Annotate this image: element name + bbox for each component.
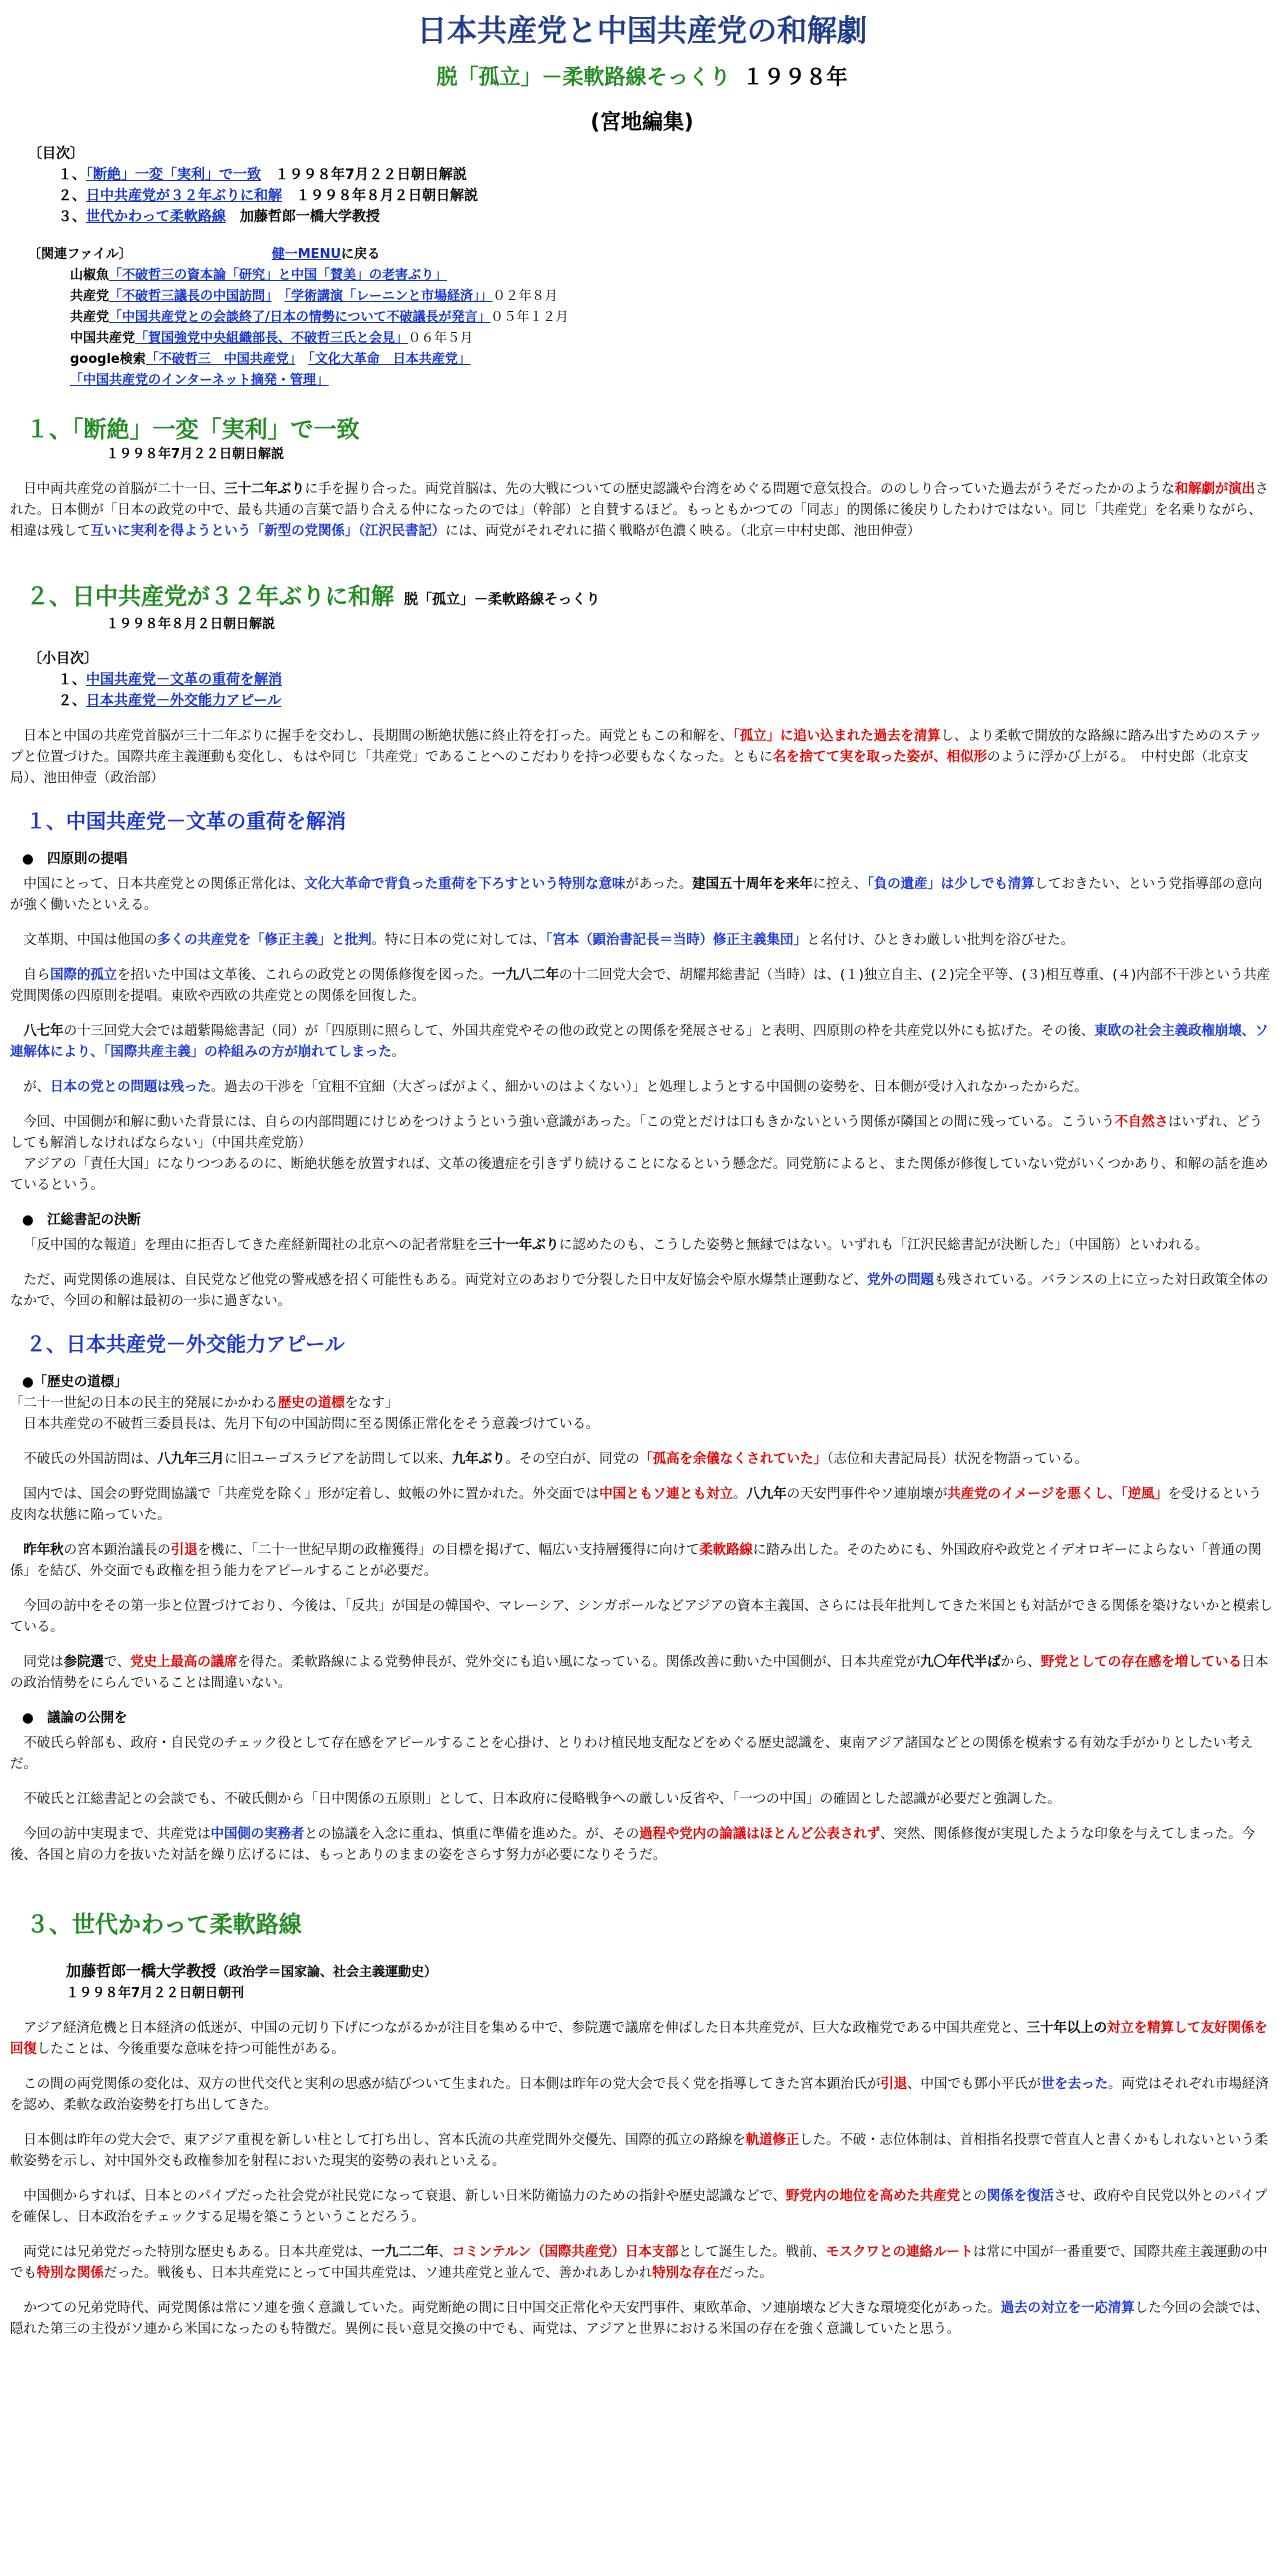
emphasis-text: 引退: [170, 1543, 198, 1558]
toc-num: ３、: [58, 209, 86, 225]
body-text: を受けるという皮肉な状態に陥っていた。: [10, 1487, 1262, 1523]
paragraph: [10, 1112, 1274, 1154]
sub-table-of-contents: [10, 649, 1274, 712]
body-text: が、: [23, 1080, 51, 1095]
menu-back-link[interactable]: 健一MENU: [271, 247, 342, 262]
section-2-title: ２、日中共産党が３２年ぶりに和解: [26, 584, 394, 610]
body-text: させ、政府や自民党以外とのパイプを確保し、日本政治をチェックする足場を築こうということだろう。: [10, 2189, 1268, 2225]
author-note: （政治学＝国家論、社会主義運動史）: [216, 1965, 438, 1980]
related-row: [70, 328, 1274, 349]
emphasis-text: 九〇年代半ば: [920, 1655, 1001, 1670]
section-2-heading: [26, 582, 1274, 615]
paragraph: [10, 1154, 1274, 1196]
body-text: を招いた中国は文革後、これらの政党との関係修復を図った。: [117, 968, 493, 983]
emphasis-text: 「負の遺産」は少しでも清算: [867, 877, 1035, 892]
body-text: をなす」: [344, 1396, 399, 1411]
table-of-contents: [10, 144, 1274, 228]
subtoc-item: [58, 670, 1274, 691]
toc-link-2[interactable]: 日中共産党が３２年ぶりに和解: [86, 188, 282, 204]
emphasis-text: 名を捨てて実を取った姿が、相似形: [772, 750, 987, 765]
toc-num: １、: [58, 167, 86, 183]
body-text: 、中国でも鄧小平氏が: [907, 2077, 1042, 2092]
emphasis-text: 軌道修正: [745, 2133, 800, 2148]
emphasis-text: 八七年: [23, 1024, 64, 1039]
related-row: [70, 370, 1274, 391]
emphasis-text: 特別な存在: [652, 2266, 720, 2281]
related-prefix: 山椒魚: [70, 268, 110, 283]
body-text: 自ら: [23, 968, 51, 983]
paragraph: [10, 1021, 1274, 1063]
toc-item: [58, 165, 1274, 186]
emphasis-text: 過去の対立を一応清算: [1000, 2301, 1135, 2316]
emphasis-text: 中国側の実務者: [210, 1827, 305, 1842]
emphasis-text: 東欧の社会主義政権崩壊、ソ連解体により、「国際共産主義」の枠組みの方が崩れてしまった: [10, 1024, 1269, 1060]
related-prefix: 共産党: [70, 289, 110, 304]
body-text: 同党は: [23, 1655, 64, 1670]
bullet-heading: ● 議論の公開を: [22, 1711, 128, 1726]
related-row: [70, 307, 1274, 328]
body-text: に控え、: [812, 877, 868, 892]
paragraph: [10, 1449, 1274, 1470]
body-text: があった。: [625, 877, 693, 892]
paragraph: [10, 2018, 1274, 2060]
paragraph: [10, 1824, 1274, 1866]
body-text: 。特に日本の党に対しては、: [371, 933, 546, 948]
emphasis-text: 三十二年ぶり: [224, 482, 305, 497]
body-text: の宮本顕治議長の: [63, 1543, 171, 1558]
emphasis-text: モスクワとの連絡ルート: [825, 2245, 974, 2260]
section-1-heading: [26, 415, 1274, 445]
emphasis-text: 過程や党内の論議はほとんど公表されず: [639, 1827, 881, 1842]
body-text: には、両党がそれぞれに描く戦略が色濃く映る。（北京＝中村史郎、池田伸壹）: [445, 524, 921, 539]
author-name: 加藤哲郎一橋大学教授: [66, 1962, 217, 1980]
body-text: 「反中国的な報道」を理由に拒否してきた産経新聞社の北京への記者常駐を: [23, 1238, 479, 1253]
paragraph: [10, 479, 1274, 542]
subtoc-num: １、: [58, 672, 86, 688]
related-row: [70, 265, 1274, 286]
section-1-date: １９９８年7月２２日朝日解説: [106, 447, 285, 462]
subtoc-num: ２、: [58, 693, 86, 709]
body-text: 今回の訪中をその第一歩と位置づけており、今後は、「反共」が国是の韓国や、マレーシア、シンガポールなどアジアの資本主義国、さらには長年批判してきた米国とも対話ができる関係を築けないかと模索している。: [10, 1599, 1273, 1635]
toc-note: 加藤哲郎一橋大学教授: [239, 209, 380, 225]
related-prefix: google検索: [70, 352, 146, 367]
body-text: しておきたい、という党指導部の意向が強く働いたといえる。: [10, 877, 1263, 913]
emphasis-text: 日本の党との問題は残った: [50, 1080, 211, 1095]
emphasis-text: 歴史の道標: [277, 1396, 345, 1411]
body-text: ただ、両党関係の進展は、自民党など他党の警戒感を招く可能性もある。両党対立のあおりで分裂した日中友好協会や原水爆禁止運動など、: [23, 1273, 867, 1288]
paragraph: [10, 1235, 1274, 1256]
emphasis-text: 一九二二年: [371, 2245, 439, 2260]
paragraph: [10, 2186, 1274, 2228]
paragraph: [10, 965, 1274, 1007]
toc-num: ２、: [58, 188, 86, 204]
body-text: 日中両共産党の首脳が二十一日、: [23, 482, 225, 497]
body-text: 「二十一世紀の日本の民主的発展にかかわる: [10, 1396, 278, 1411]
editor-credit: (宮地編集): [590, 110, 694, 134]
body-text: に踏み出した。そのためにも、外国政府や政党とイデオロギーによらない「普通の関係」を結び、外交面でも政権を担う能力をアピールすることが必要だ。: [10, 1543, 1262, 1579]
emphasis-text: 党史上最高の議席: [130, 1655, 238, 1670]
related-link[interactable]: 「中国共産党のインターネット摘発・管理」: [70, 373, 329, 388]
related-row: [70, 349, 1274, 370]
body-text: 。その空白が、同党の: [505, 1452, 640, 1467]
body-text: した。不破・志位体制は、首相指名投票で菅直人と書くかもしれないという柔軟姿勢を示し、対中国外交も政権参加を射程においた現実的姿勢の表れといえる。: [10, 2133, 1268, 2169]
body-text: 日本側は昨年の党大会で、東アジア重視を新しい柱として打ち出し、宮本氏流の共産党間外交優先、国際的孤立の路線を: [23, 2133, 746, 2148]
bullet-heading: ●「歴史の道標」: [22, 1375, 128, 1390]
emphasis-text: 世を去った: [1041, 2077, 1109, 2092]
related-row: [70, 286, 1274, 307]
body-text: に手を握り合った。両党首脳は、先の大戦についての歴史認識や台湾をめぐる問題で意気投合。ののしり合っていた過去がうそだったかのような: [304, 482, 1175, 497]
body-text: の天安門事件やソ連崩壊が: [786, 1487, 948, 1502]
paragraph: [10, 2074, 1274, 2116]
body-text: 日本と中国の共産党首脳が三十二年ぶりに握手を交わし、長期間の断絶状態に終止符を打った。両党ともこの和解を、: [23, 729, 734, 744]
body-text: 今回、中国側が和解に動いた背景には、自らの内部問題にけじめをつけようという強い意識があった。「この党とだけは口もきかないという関係が隣国との間に残っている。こういう: [23, 1115, 1115, 1130]
body-text: として誕生した。戦前、: [678, 2245, 826, 2260]
subtoc-item: [58, 691, 1274, 712]
subtoc-link-2[interactable]: 日本共産党－外交能力アピール: [86, 693, 282, 709]
emphasis-text: 対立を精算して友好関係を回復: [10, 2021, 1268, 2057]
bullet-heading: ● 四原則の提唱: [22, 852, 128, 867]
emphasis-text: 「宮本（顕治書記長＝当時）修正主義集団」: [545, 933, 807, 948]
body-text: は常に中国が一番重要で、国際共産主義運動の中でも: [10, 2245, 1268, 2281]
body-text: の十二回党大会で、胡耀邦総書記（当時）は、(１)独立自主、(２)完全平等、(３)相互尊重、(４)内部不干渉という共産党間関係の四原則を提唱。東欧や西欧の共産党との関係を回復した。: [10, 968, 1271, 1004]
body-text: この間の両党関係の変化は、双方の世代交代と実利の思惑が結びついて生まれた。日本側は昨年の党大会で長く党を指導してきた宮本顕治氏が: [23, 2077, 881, 2092]
section-1-title: １、「断絶」一変「実利」で一致: [26, 417, 360, 443]
paragraph: [10, 1077, 1274, 1098]
body-text: 文革期、中国は他国の: [23, 933, 158, 948]
subsection-1-heading: １、中国共産党－文革の重荷を解消: [26, 809, 346, 833]
body-text: との協議を入念に重ね、慎重に準備を進めた。が、その: [304, 1827, 640, 1842]
emphasis-text: 特別な関係: [36, 2266, 104, 2281]
page-subtitle: [10, 54, 1274, 100]
emphasis-text: 不自然さ: [1114, 1115, 1169, 1130]
related-files: [10, 244, 1274, 391]
body-text: 。: [733, 1487, 747, 1502]
emphasis-text: 「孤高を余儀なくされていた」: [639, 1452, 827, 1467]
related-label: 〔関連ファイル〕: [28, 247, 132, 262]
body-text: アジア経済危機と日本経済の低迷が、中国の元切り下げにつながるかが注目を集める中で、参院選で議席を伸ばした日本共産党が、巨大な政権党である中国共産党と、: [23, 2021, 1027, 2036]
emphasis-text: 和解劇が演出: [1174, 482, 1256, 497]
subtoc-label: 〔小目次〕: [28, 651, 98, 667]
quote: [10, 1393, 1274, 1414]
body-text: 、: [438, 2245, 452, 2260]
body-text: から、: [1000, 1655, 1041, 1670]
body-text: した今回の会談では、隠れた第三の主役がソ連から米国になったのも特徴だ。異例に長い意見交換の中でも、両党は、アジアと世界における米国の存在を強く意識していたと思う。: [10, 2301, 1269, 2337]
body-text: かつての兄弟党時代、両党関係は常にソ連を強く意識していた。両党断絶の間に日中国交正常化や天安門事件、東欧革命、ソ連崩壊など大きな環境変化があった。: [23, 2301, 1001, 2316]
related-prefix: 中国共産党: [70, 331, 136, 346]
body-text: も残されている。バランスの上に立った対日政策全体のなかで、今回の和解は最初の一歩に過ぎない。: [10, 1273, 1269, 1309]
emphasis-text: 参院選: [63, 1655, 104, 1670]
body-text: された。日本側が「日本の政党の中で、最も共通の言葉で語り合える仲になったのでは」（幹部）と自賛するほど。もっともかつての「同志」的関係に後戻りしたわけではない。同じ「共産党」を名乗りながら、相違は残して: [10, 482, 1269, 539]
emphasis-text: 関係を復活: [986, 2189, 1054, 2204]
body-text: だった。戦後も、日本共産党にとって中国共産党は、ソ連共産党と並んで、善かれあしかれ: [103, 2266, 653, 2281]
paragraph: [10, 1540, 1274, 1582]
emphasis-text: 共産党のイメージを悪くし、「逆風」: [947, 1487, 1168, 1502]
body-text: 。過去の干渉を「宜粗不宜細（大ざっぱがよく、細かいのはよくない）」と処理しようとする中国側の姿勢を、日本側が受け入れなかったからだ。: [210, 1080, 1088, 1095]
toc-item: [58, 207, 1274, 228]
section-3-date: １９９８年7月２２日朝日朝刊: [66, 1986, 245, 2001]
body-text: 今回の訪中実現まで、共産党は: [23, 1827, 211, 1842]
body-text: 国内では、国会の野党間協議で「共産党を除く」形が定着し、蚊帳の外に置かれた。外交面では: [23, 1487, 600, 1502]
body-text: 不破氏ら幹部も、政府・自民党のチェック役として存在感をアピールすることを心掛け、とりわけ植民地支配などをめぐる歴史認識を、東南アジア諸国などとの関係を模索する有効な手がかりとしたい考えだ。: [10, 1736, 1254, 1772]
paragraph: [10, 726, 1274, 789]
body-text: 中国にとって、日本共産党との関係正常化は、: [23, 877, 305, 892]
emphasis-text: 中国ともソ連とも対立: [599, 1487, 734, 1502]
emphasis-text: 野党内の地位を高めた共産党: [785, 2189, 961, 2204]
emphasis-text: 柔軟路線: [699, 1543, 753, 1558]
related-link[interactable]: 「不破哲三議長の中国訪問」: [109, 289, 272, 304]
toc-item: [58, 186, 1274, 207]
body-text: 中国側からすれば、日本とのパイプだった社会党が社民党になって衰退、新しい日米防衛協力のための指針や歴史認識などで、: [23, 2189, 786, 2204]
related-link[interactable]: 「文化大革命 日本共産党」: [308, 352, 471, 367]
related-header: [28, 244, 1274, 265]
section-3-title: ３、世代かわって柔軟路線: [26, 1912, 302, 1938]
menu-back-suffix: に戻る: [341, 247, 381, 262]
body-text: 両党には兄弟党だった特別な歴史もある。日本共産党は、: [23, 2245, 372, 2260]
paragraph: [10, 1789, 1274, 1810]
paragraph: [10, 930, 1274, 951]
subtitle-year: １９９８年: [742, 65, 848, 89]
emphasis-text: 文化大革命で背負った重荷を下ろすという特別な意味: [304, 877, 626, 892]
section-3-heading: [26, 1910, 1274, 1940]
subtoc-link-1[interactable]: 中国共産党－文革の重荷を解消: [86, 672, 282, 688]
related-link[interactable]: 「学術講演「レーニンと市場経済」」: [284, 289, 493, 304]
body-text: に認めたのも、こうした姿勢と無縁ではない。いずれも「江沢民総書記が決断した」（中国筋）といわれる。: [559, 1238, 1209, 1253]
emphasis-text: 三十一年ぶり: [478, 1238, 560, 1253]
emphasis-text: 国際的孤立: [50, 968, 118, 983]
related-date: ０６年５月: [408, 331, 474, 346]
emphasis-text: 一九八二年: [492, 968, 560, 983]
paragraph: [10, 1270, 1274, 1312]
subtitle-text: 脱「孤立」－柔軟路線そっくり: [436, 65, 731, 89]
paragraph: [10, 1652, 1274, 1694]
author-line: [66, 1960, 1274, 1984]
section-2-date: １９９８年８月２日朝日解説: [106, 617, 276, 632]
related-date: ０５年１２月: [490, 310, 569, 325]
emphasis-text: 引退: [880, 2077, 908, 2092]
related-link[interactable]: 「中国共産党との会談終了/日本の情勢について不破議長が発言」: [109, 310, 491, 325]
bullet-heading: ● 江総書記の決断: [22, 1213, 141, 1228]
body-text: アジアの「責任大国」になりつつあるのに、断絶状態を放置すれば、文革の後遺症を引きずり続けることになるという懸念だ。同党筋によると、また関係が修復していない党がいくつかあり、和解の話を進めているという。: [10, 1157, 1269, 1193]
emphasis-text: 昨年秋: [23, 1543, 64, 1558]
toc-label: 〔目次〕: [28, 146, 84, 162]
body-text: を機に、「二十一世紀早期の政権獲得」の目標を掲げて、幅広い支持層獲得に向けて: [197, 1543, 700, 1558]
paragraph: [10, 2242, 1274, 2284]
emphasis-text: 九年ぶり: [451, 1452, 506, 1467]
body-text: はいずれ、どうしても解消しなければならない」（中国共産党筋）: [10, 1115, 1263, 1151]
toc-note: １９９８年８月２日朝日解説: [296, 188, 478, 204]
paragraph: [10, 874, 1274, 916]
emphasis-text: 三十年以上の: [1026, 2021, 1107, 2036]
paragraph: [10, 1484, 1274, 1526]
paragraph: [10, 1596, 1274, 1638]
body-text: のように浮かび上がる。 中村史郎（北京支局）、池田伸壹（政治部）: [10, 750, 1249, 786]
paragraph: [10, 1733, 1274, 1775]
page-title: 日本共産党と中国共産党の和解劇: [417, 14, 867, 49]
emphasis-text: コミンテルン（国際共産党）日本支部: [451, 2245, 679, 2260]
related-link[interactable]: 「賀国強党中央組織部長、不破哲三氏と会見」: [135, 331, 409, 346]
emphasis-text: 八九年: [746, 1487, 787, 1502]
related-rows: [10, 265, 1274, 391]
body-text: 不破氏と江総書記との会談でも、不破氏側から「日中関係の五原則」として、日本政府に侵略戦争への厳しい反省や、「一つの中国」の確固とした認識が必要だと強調した。: [23, 1792, 1061, 1807]
body-text: 、突然、関係修復が実現したような印象を与えてしまった。今後、各国と肩の力を抜いた対話を繰り広げるには、もっとありのままの姿をさらす努力が必要になりそうだ。: [10, 1827, 1256, 1863]
body-text: との: [960, 2189, 987, 2204]
paragraph: [10, 1414, 1274, 1435]
emphasis-text: 八九年三月: [157, 1452, 225, 1467]
paragraph: [10, 2130, 1274, 2172]
emphasis-text: 野党としての存在感を増している: [1040, 1655, 1242, 1670]
body-text: の十三回党大会では趙紫陽総書記（同）が「四原則に照らして、外国共産党やその他の政党との関係を発展させる」と表明、四原則の枠を共産党以外にも拡げた。その後、: [63, 1024, 1095, 1039]
emphasis-text: 多くの共産党を「修正主義」と批判: [157, 933, 372, 948]
related-link[interactable]: 「不破哲三の資本論「研究」と中国「賛美」の老害ぶり」: [109, 268, 448, 283]
body-text: し、より柔軟で開放的な路線に踏み出すためのステップと位置づけた。国際共産主義運動も変化し、もはや同じ「共産党」であることへのこだわりを持つ必要もなくなった。ともに: [10, 729, 1262, 765]
body-text: だった。: [719, 2266, 773, 2281]
related-prefix: 共産党: [70, 310, 110, 325]
body-text: と名付け、ひときわ厳しい批判を浴びせた。: [806, 933, 1075, 948]
body-text: で、: [103, 1655, 131, 1670]
section-2-subtitle: 脱「孤立」－柔軟路線そっくり: [404, 592, 600, 608]
body-text: 。: [391, 1045, 406, 1060]
body-text: 日本の政治情勢をにらんでいることは間違いない。: [10, 1655, 1269, 1691]
body-text: 不破氏の外国訪問は、: [23, 1452, 158, 1467]
related-date: ０２年８月: [492, 289, 558, 304]
toc-link-1[interactable]: 「断絶」一変「実利」で一致: [86, 167, 261, 183]
body-text: （志位和夫書記局長）状況を物語っている。: [826, 1452, 1088, 1467]
emphasis-text: 互いに実利を得ようという「新型の党関係」（江沢民書記）: [90, 524, 446, 539]
body-text: 。両党はそれぞれ市場経済を認め、柔軟な政治姿勢を打ち出してきた。: [10, 2077, 1269, 2113]
body-text: 日本共産党の不破哲三委員長は、先月下旬の中国訪問に至る関係正常化をそう意義づけている。: [23, 1417, 600, 1432]
toc-note: １９９８年7月２２日朝日解説: [275, 167, 467, 183]
related-link[interactable]: 「不破哲三 中国共産党」: [145, 352, 296, 367]
subsection-2-heading: ２、日本共産党－外交能力アピール: [26, 1332, 345, 1356]
body-text: したことは、今後重要な意味を持つ可能性がある。: [36, 2042, 345, 2057]
body-text: に旧ユーゴスラビアを訪問して以来、: [224, 1452, 452, 1467]
emphasis-text: 党外の問題: [867, 1273, 934, 1288]
body-text: を得た。柔軟路線による党勢伸長が、党外交にも追い風になっている。関係改善に動いた中国側が、日本共産党が: [237, 1655, 921, 1670]
emphasis-text: 建国五十周年を来年: [692, 877, 813, 892]
emphasis-text: 「孤立」に追い込まれた過去を清算: [733, 729, 941, 744]
toc-link-3[interactable]: 世代かわって柔軟路線: [86, 209, 226, 225]
paragraph: [10, 2298, 1274, 2340]
